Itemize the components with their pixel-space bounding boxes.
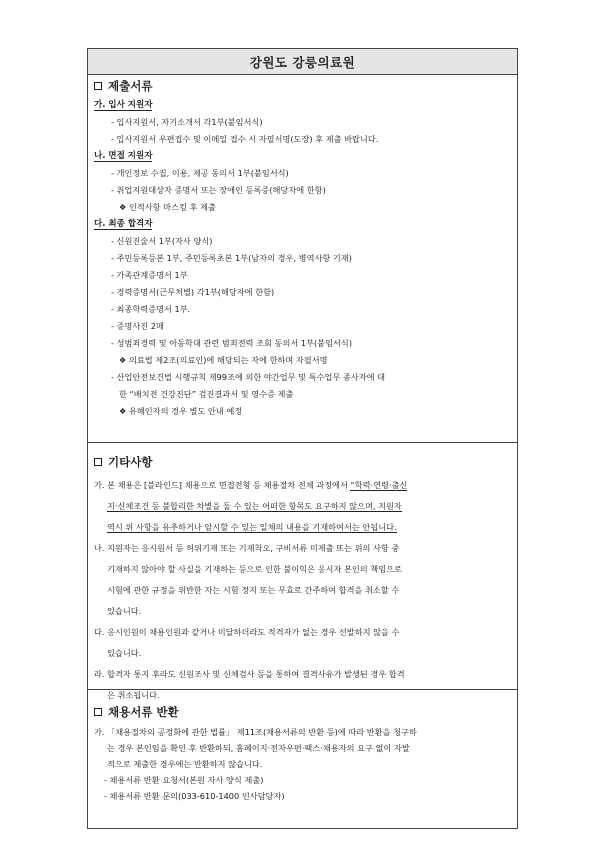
- paragraph-text: 시험에 관한 규정을 위반한 자는 시험 정지 또는 무효로 간주하여 합격을 취소할 수: [107, 585, 400, 595]
- list-item: - 신원진술서 1부(자사 양식): [111, 236, 213, 246]
- paragraph-text: 다. 응시인원이 채용인원과 같거나 미달하더라도 적격자가 없는 경우 선발하지 않을 수: [94, 627, 400, 637]
- section-heading-label: 기타사항: [108, 455, 153, 469]
- section-etc: [88, 443, 517, 700]
- checkbox-square-icon: [94, 458, 102, 466]
- section-return: [88, 690, 517, 828]
- list-item: - 주민등록등본 1부, 주민등록초본 1부(남자의 경우, 병역사항 기재): [111, 253, 352, 263]
- document-title: 강원도 강릉의료원: [88, 49, 517, 75]
- subsection-applicant: [88, 97, 517, 114]
- subsection-label: 가. 입사 지원자: [94, 100, 153, 110]
- list-item: - 취업지원대상자 증명서 또는 장애인 등록증(해당자에 한함): [111, 185, 326, 195]
- list-item: - 산업안전보건법 시행규칙 제99조에 의한 야간업무 및 특수업무 종사자에 대: [111, 372, 386, 382]
- paragraph-text: 가. 「채용절차의 공정화에 관한 법률」 제11조(채용서류의 반환 등)에 따라 반환을 청구하: [94, 727, 417, 737]
- note-item: ❖ 유해인자의 경우 별도 안내 예정: [119, 406, 243, 416]
- paragraph-text: 있습니다.: [107, 606, 142, 616]
- document-table: [87, 48, 518, 829]
- section-submission: [88, 75, 517, 443]
- section-heading: [88, 690, 517, 724]
- underlined-text: “학력·연령·출신: [350, 480, 408, 490]
- paragraph-text: 기재하지 않아야 할 사실을 기재하는 등으로 인한 불이익은 응시자 본인의 책임으로: [107, 564, 402, 574]
- section-heading-label: 채용서류 반환: [108, 705, 179, 719]
- subsection-interview: [88, 148, 517, 165]
- note-item: ❖ 인적사항 마스킹 후 제출: [119, 202, 216, 212]
- paragraph-text: 나. 지원자는 응시원서 등 허위기재 또는 기재착오, 구비서류 미제출 또는 위의 사항 중: [94, 543, 400, 553]
- list-item: - 경력증명서(근무처별) 각1부(해당자에 한함): [111, 287, 275, 297]
- subsection-label: 다. 최종 합격자: [94, 219, 153, 229]
- paragraph-text: 는 경우 본인임을 확인 후 반환하되, 홈페이지·전자우편·팩스·채용자의 요구 없이 자발: [107, 743, 410, 753]
- section-heading: [88, 443, 517, 475]
- list-item: - 채용서류 반환 요청서(본원 자사 양식 제출): [104, 775, 264, 785]
- subsection-final: [88, 216, 517, 233]
- paragraph-text: 적으로 제출한 경우에는 반환하지 않습니다.: [107, 759, 263, 769]
- paragraph-text: 있습니다.: [107, 648, 142, 658]
- note-item: ❖ 의료법 제2조(의료인)에 해당되는 자에 한하며 자필서명: [119, 355, 328, 365]
- list-item: - 성범죄경력 및 아동학대 관련 범죄전력 조회 동의서 1부(붙임서식): [111, 338, 353, 348]
- list-item: - 입사지원서 우편접수 및 이메일 접수 시 자필서명(도장) 후 제출 바랍니다.: [111, 134, 379, 144]
- paragraph-text: 은 취소됩니다.: [107, 690, 160, 700]
- paragraph-na: [88, 538, 517, 622]
- underlined-text: 지·신체조건 등 불합리한 차별을 둘 수 있는 어떠한 항목도 요구하지 않으며, 지원자: [107, 501, 402, 511]
- list-item: - 개인정보 수집, 이용, 제공 동의서 1부(붙임서식): [111, 168, 289, 178]
- underlined-text: 역시 위 사항을 유추하거나 암시할 수 있는 일체의 내용을 기재하여서는 안됩니다.: [107, 522, 397, 532]
- checkbox-square-icon: [94, 82, 102, 90]
- list-item: - 입사지원서, 자기소개서 각1부(붙임서식): [111, 117, 263, 127]
- subsection-label: 나. 면접 지원자: [94, 151, 153, 161]
- list-item: - 가족관계증명서 1부: [111, 270, 188, 280]
- checkbox-square-icon: [94, 708, 102, 716]
- section-heading: [88, 75, 517, 97]
- paragraph-ga: [88, 475, 517, 538]
- paragraph-text: 가. 본 채용은 [블라인드] 채용으로 면접전형 등 채용절차 전체 과정에서: [94, 480, 351, 490]
- list-item: - 최종학력증명서 1부.: [111, 304, 191, 314]
- paragraph-text: 라. 합격자 통지 후라도 신원조사 및 신체검사 등을 통하여 결격사유가 발생된 경우 합격: [94, 669, 405, 679]
- paragraph-da: [88, 622, 517, 664]
- list-item: - 증명사진 2매: [111, 321, 164, 331]
- list-item-continuation: 한 “배치전 건강진단” 검진결과서 및 영수증 제출: [119, 389, 294, 399]
- section-heading-label: 제출서류: [108, 79, 153, 93]
- list-item: - 채용서류 반환 문의(033-610-1400 인사담당자): [104, 791, 285, 801]
- paragraph-return-ga: [88, 724, 517, 772]
